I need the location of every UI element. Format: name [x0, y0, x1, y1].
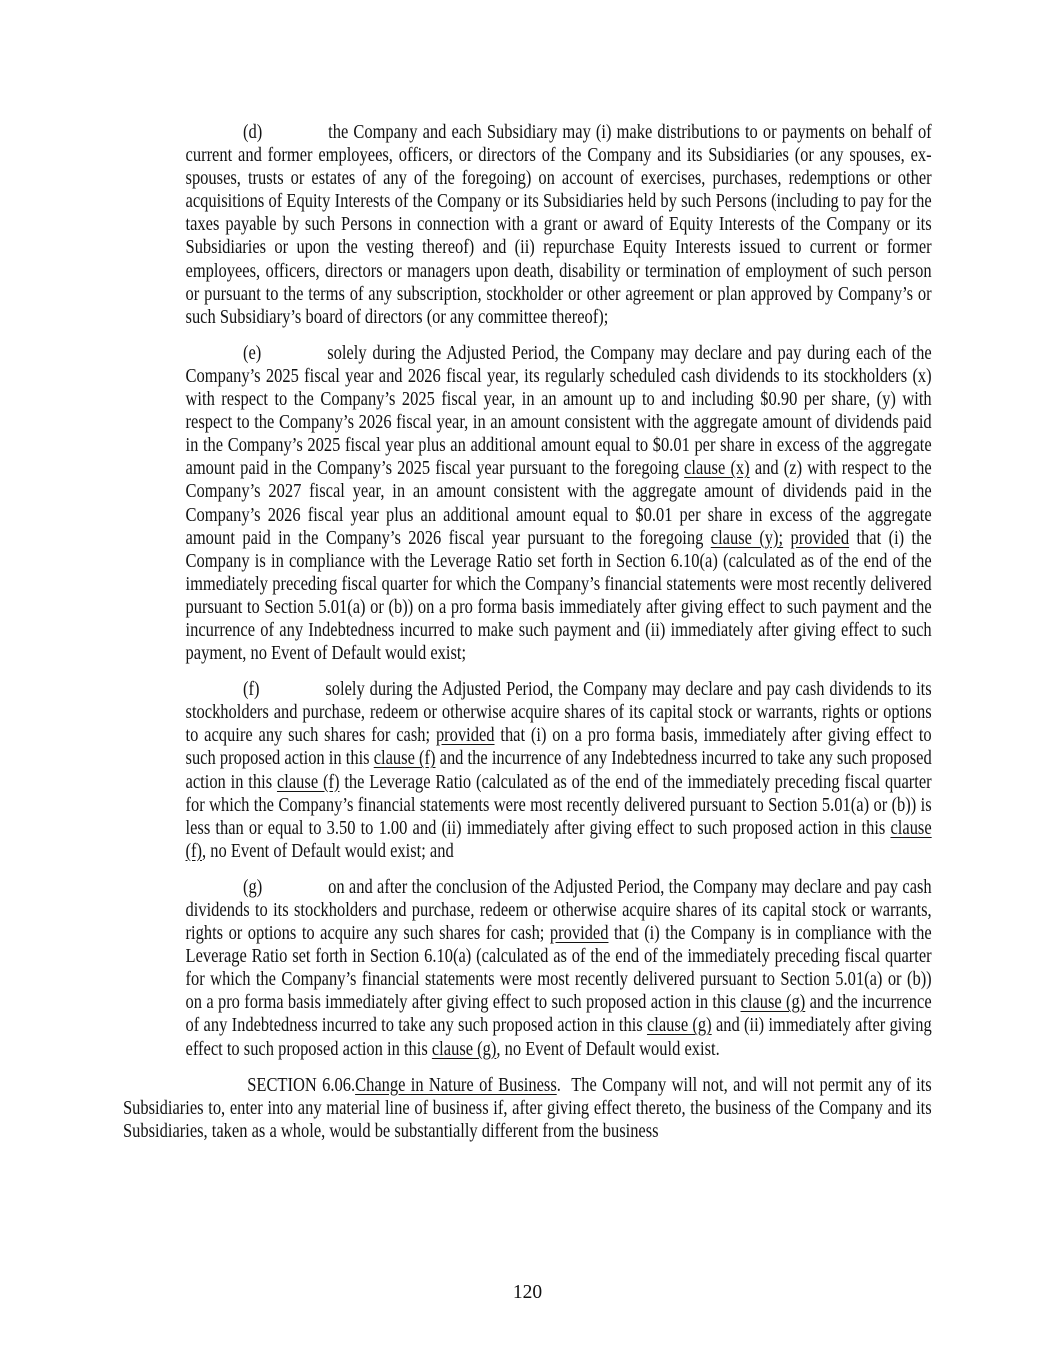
- page-number: 120: [512, 1282, 543, 1303]
- underlined-text-run: clause (g): [646, 1015, 712, 1037]
- underlined-text-run: provided: [549, 923, 609, 945]
- text-run: SECTION 6.06.: [247, 1074, 356, 1096]
- underlined-text-run: provided: [435, 725, 495, 747]
- paragraph-label: (d): [242, 122, 263, 143]
- underlined-text-run: Change in Nature of Business: [355, 1074, 557, 1096]
- document-text-block: [123, 121, 932, 1156]
- text-run: the Leverage Ratio (calculated as of the end of the immediately preceding fiscal quarter for which the Company’s financial statements were most recently delivered pursuant to Section 5.01(a) or (b)) is less than or equal to 3.50 to 1.00 and (ii) immediately after giving effect to such proposed action in this: [185, 771, 932, 839]
- underlined-text-run: clause (g): [431, 1038, 497, 1060]
- text-run: solely during the Adjusted Period, the Company may declare and pay cash dividends to its stockholders and purchase, redeem or otherwise acquire shares of its capital stock or warrants, rights or options to acquire any such shares for cash;: [185, 679, 932, 747]
- paragraph-f: [186, 678, 932, 863]
- text-run: , no Event of Default would exist.: [496, 1038, 720, 1060]
- text-run: the Company and each Subsidiary may (i) make distributions to or payments on behalf of current and former employees, officers, or directors of the Company and its Subsidiaries (or any spouses, ex-spouses, trusts or estates of any of the foregoing) on account of exercises, purchases, redemptions or other acquisitions of Equity Interests of the Company or its Subsidiaries held by such Persons (including to pay for the taxes payable by such Persons in connection with a grant or award of Equity Interests of the Company or its Subsidiaries or upon the vesting thereof) and (ii) repurchase Equity Interests issued to current or former employees, officers, directors or managers upon death, disability or termination of employment of such person or pursuant to the terms of any subscription, stockholder or other agreement or plan approved by Company’s or such Subsidiary’s board of directors (or any committee thereof);: [185, 122, 932, 328]
- text-run: [783, 528, 790, 549]
- underlined-text-run: clause (y);: [710, 527, 784, 549]
- text-run: . The Company will not, and will not permit any of its Subsidiaries to, enter into any material line of business if, after giving effect thereto, the business of the Company and its Subsidiaries, taken as a whole, would be substantially different from the business: [123, 1074, 932, 1142]
- paragraph-label: (e): [242, 342, 262, 364]
- text-run: and the incurrence of any Indebtedness incurred to take any such proposed action in this: [185, 992, 932, 1037]
- text-run: , no Event of Default would exist; and: [201, 840, 454, 862]
- paragraph-label: (g): [242, 876, 263, 898]
- paragraph-label: (f): [242, 679, 260, 701]
- underlined-text-run: provided: [790, 527, 850, 549]
- text-run: that (i) on a pro forma basis, immediately after giving effect to such proposed action in this: [185, 725, 932, 770]
- text-run: and the incurrence of any Indebtedness incurred to take any such proposed action in this: [185, 748, 932, 793]
- paragraph-section-6-06: [123, 1074, 932, 1143]
- text-run: on and after the conclusion of the Adjusted Period, the Company may declare and pay cash dividends to its stockholders and purchase, redeem or otherwise acquire shares of its capital stock or warrants, rights or options to acquire any such shares for cash;: [185, 876, 932, 945]
- paragraph-e: [186, 342, 932, 665]
- underlined-text-run: clause (x): [684, 458, 750, 480]
- paragraph-d: [186, 121, 932, 329]
- underlined-text-run: clause (f): [276, 771, 340, 793]
- text-run: and (z) with respect to the Company’s 2027 fiscal year, in an amount consistent with the aggregate amount of dividends paid in the Company’s 2026 fiscal year plus an additional amount equal to $0.01 per share in excess of the aggregate amount paid in the Company’s 2026 fiscal year pursuant to the foregoing: [185, 458, 932, 549]
- text-run: that (i) the Company is in compliance with the Leverage Ratio set forth in Section 6.10(a) (calculated as of the end of the immediately preceding fiscal quarter for which the Company’s financial statements were most recently delivered pursuant to Section 5.01(a) or (b)) on a pro forma basis immediately after giving effect to such payment and the incurrence of any Indebtedness incurred to make such payment and (ii) immediately after giving effect to such payment, no Event of Default would exist;: [185, 527, 932, 665]
- text-run: that (i) the Company is in compliance with the Leverage Ratio set forth in Section 6.10(a) (calculated as of the end of the immediately preceding fiscal quarter for which the Company’s financial statements were most recently delivered pursuant to Section 5.01(a) or (b)) on a pro forma basis immediately after giving effect to such proposed action in this: [185, 923, 932, 1014]
- text-run: solely during the Adjusted Period, the Company may declare and pay during each of the Company’s 2025 fiscal year and 2026 fiscal year, its regularly scheduled cash dividends to its stockholders (x) with respect to the Company’s 2025 fiscal year, in an amount up to and including $0.90 per share, (y) with respect to the Company’s 2026 fiscal year, in an amount consistent with the aggregate amount of dividends paid in the Company’s 2025 fiscal year plus an additional amount equal to $0.01 per share in excess of the aggregate amount paid in the Company’s 2025 fiscal year pursuant to the foregoing: [185, 342, 932, 480]
- underlined-text-run: clause (f): [185, 817, 932, 862]
- paragraph-g: [186, 876, 932, 1061]
- text-run: and (ii) immediately after giving effect to such proposed action in this: [185, 1015, 932, 1060]
- underlined-text-run: clause (f): [373, 748, 436, 770]
- underlined-text-run: clause (g): [740, 992, 806, 1014]
